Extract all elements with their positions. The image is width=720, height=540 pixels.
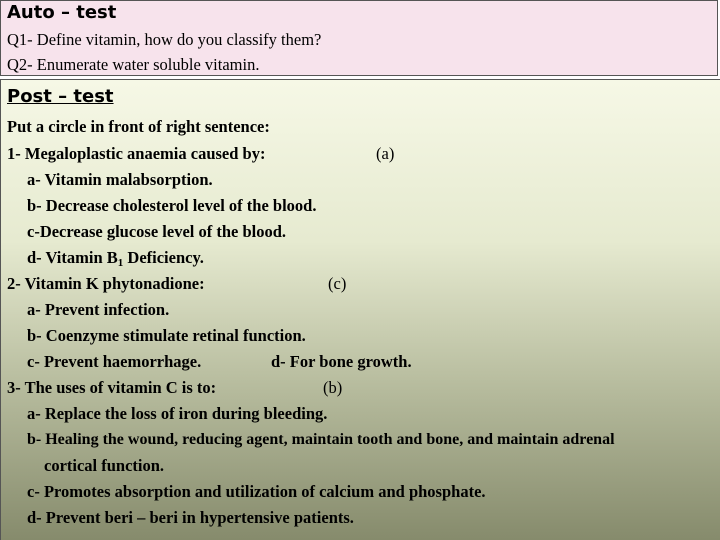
question-3-option-d: d- Prevent beri – beri in hypertensive patients. <box>27 508 354 527</box>
post-test-section <box>0 79 720 540</box>
question-3-answer: (b) <box>323 378 343 397</box>
subscript-1: 1 <box>117 257 124 269</box>
question-3-option-b-continued: cortical function. <box>44 456 165 475</box>
question-2-answer: (c) <box>328 274 347 293</box>
question-1-option-d: d- Vitamin $B_1$ Deficiency. <box>27 248 204 269</box>
auto-test-question-1: Q1- Define vitamin, how do you classify them? <box>7 30 322 49</box>
post-test-instruction: Put a circle in front of right sentence: <box>7 117 270 136</box>
auto-test-section <box>0 0 718 76</box>
question-3-option-a: a- Replace the loss of iron during bleeding. <box>27 404 328 423</box>
question-1-option-c: c-Decrease glucose level of the blood. <box>27 222 287 241</box>
question-2-option-d: d- For bone growth. <box>271 352 412 371</box>
question-2-stem: 2- Vitamin K phytonadione: <box>7 274 205 293</box>
auto-test-question-2: Q2- Enumerate water soluble vitamin. <box>7 55 260 74</box>
question-1-option-a: a- Vitamin malabsorption. <box>27 170 213 189</box>
question-3-option-b: b- Healing the wound, reducing agent, maintain tooth and bone, and maintain adrenal <box>27 431 615 448</box>
question-3-option-c: c- Promotes absorption and utilization of calcium and phosphate. <box>27 482 486 501</box>
question-1-answer: (a) <box>376 144 395 163</box>
question-2-option-c: c- Prevent haemorrhage. <box>27 352 202 371</box>
question-2-option-b: b- Coenzyme stimulate retinal function. <box>27 326 306 345</box>
question-1-option-b: b- Decrease cholesterol level of the blood. <box>27 196 317 215</box>
auto-test-title: Auto – test <box>7 2 117 23</box>
question-3-stem: 3- The uses of vitamin C is to: <box>7 378 217 397</box>
question-2-option-a: a- Prevent infection. <box>27 300 170 319</box>
question-1-stem: 1- Megaloplastic anaemia caused by: <box>7 144 266 163</box>
post-test-title: Post – test <box>7 86 114 107</box>
